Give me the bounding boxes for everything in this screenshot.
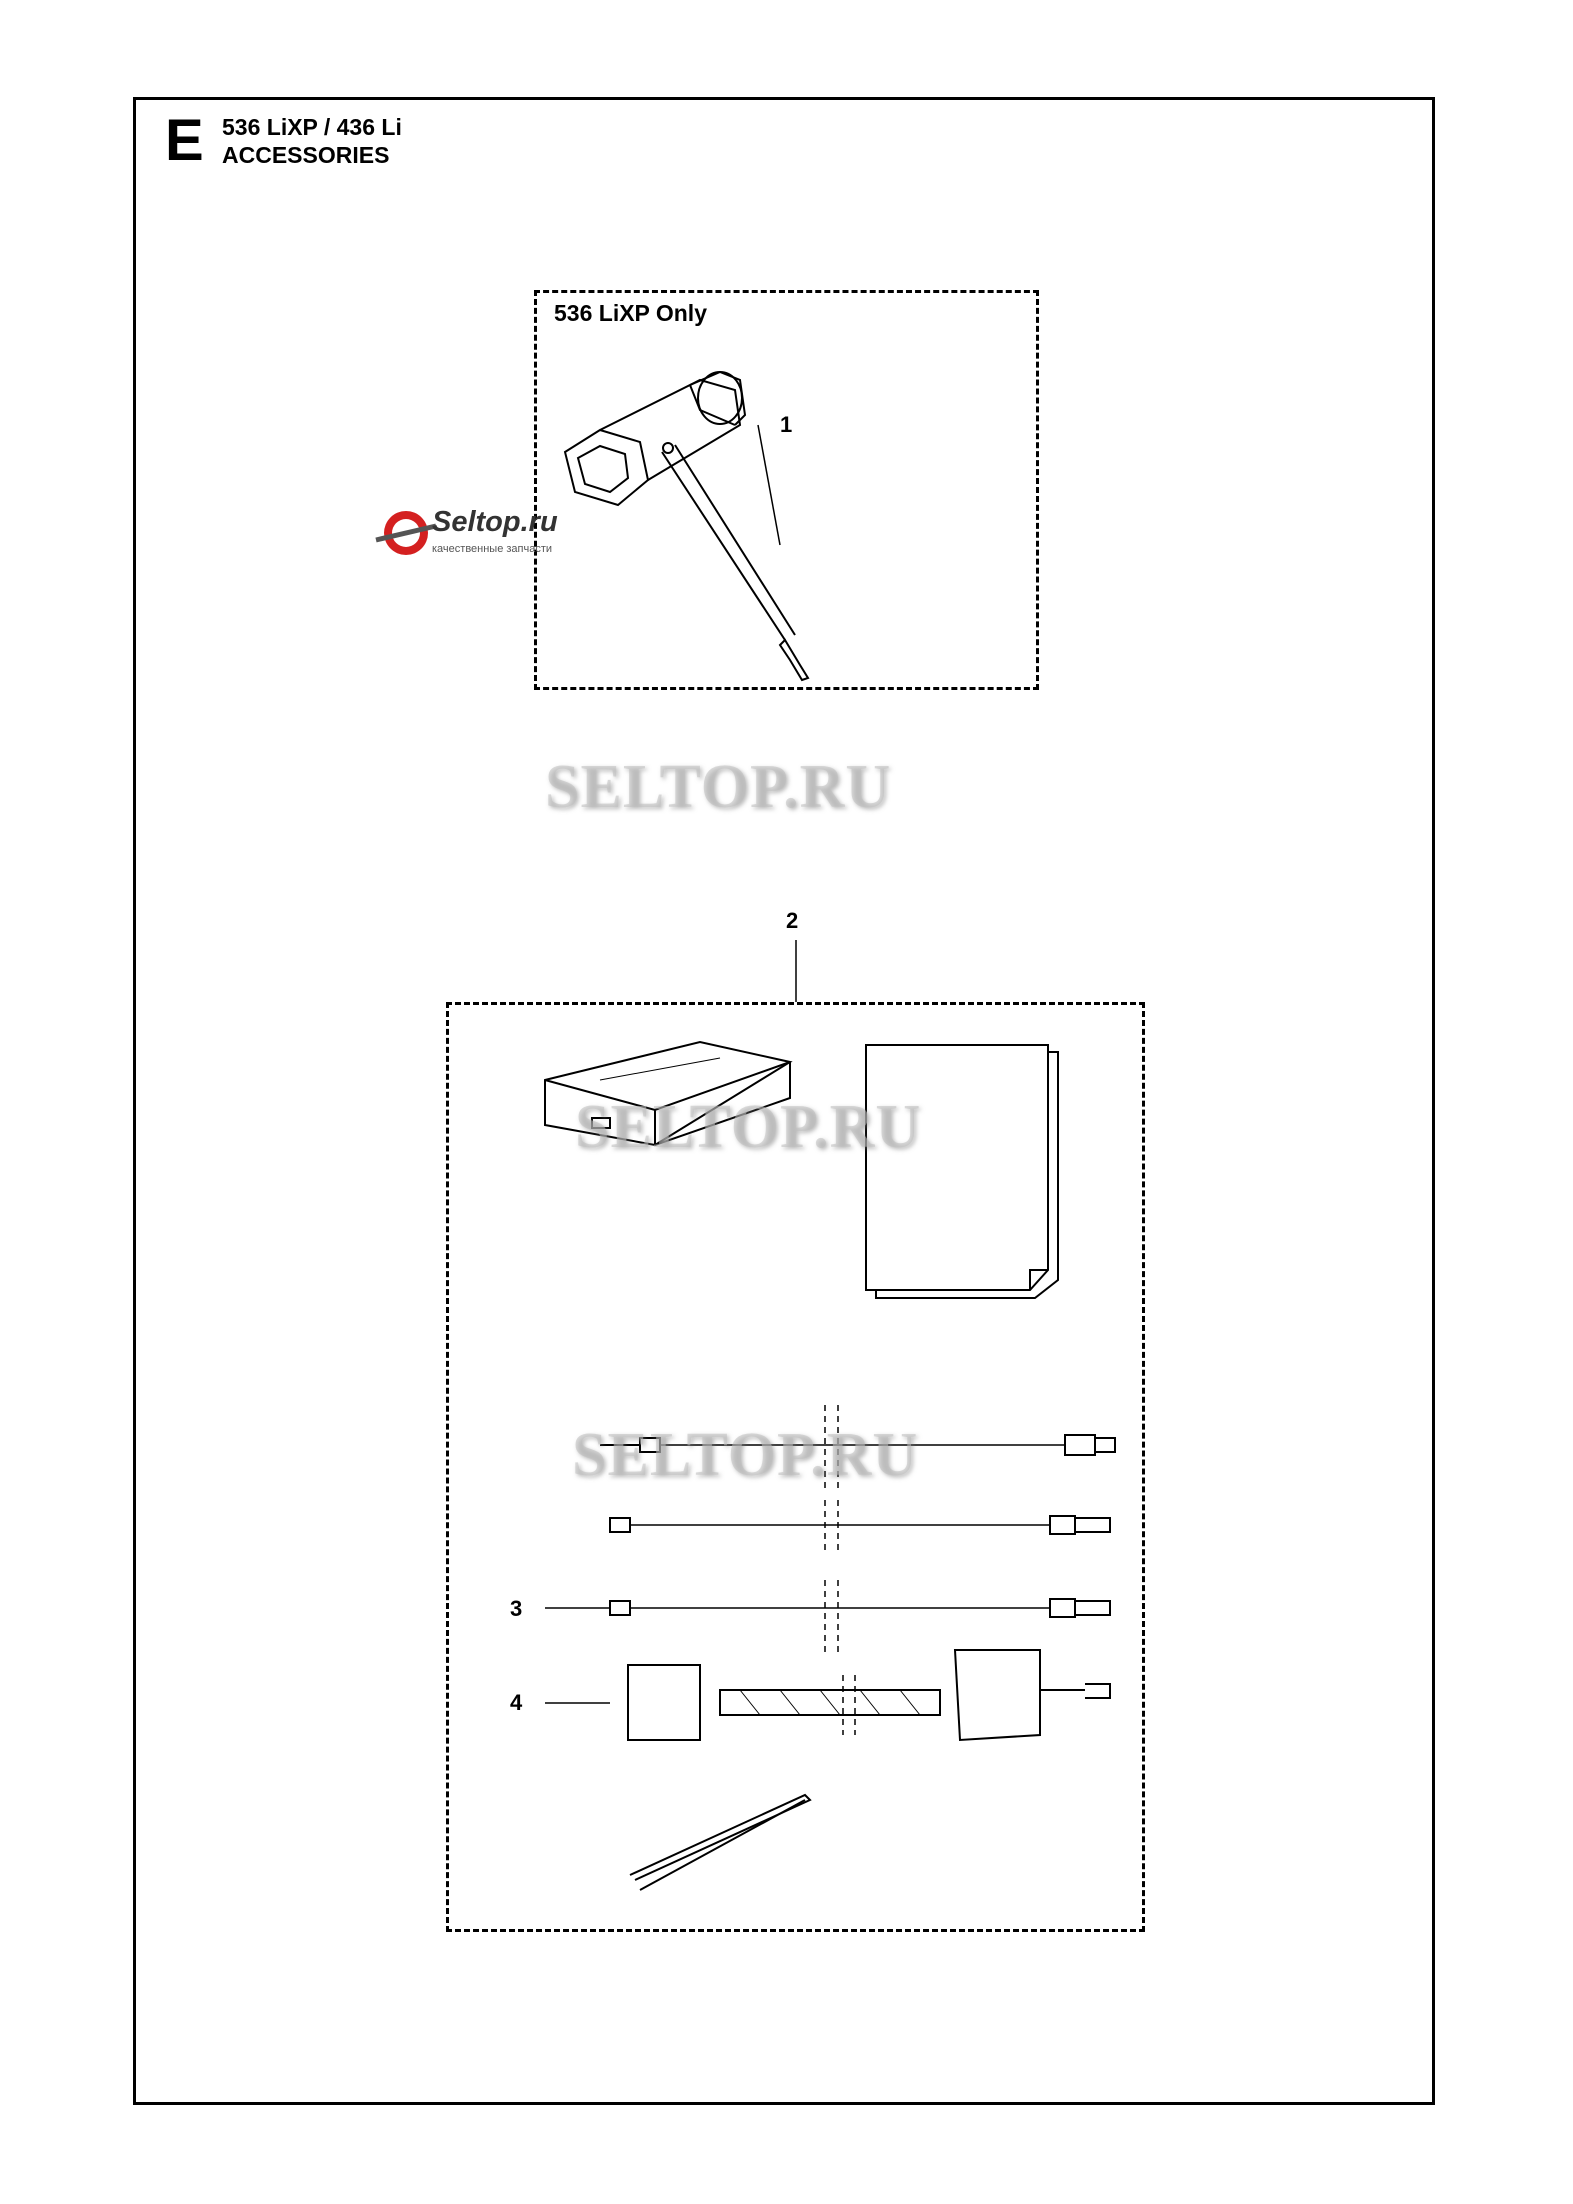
tweezers-icon [630,1795,810,1890]
logo-tagline: качественные запчасти [432,543,553,555]
seltop-logo-icon [376,511,436,555]
model-title: 536 LiXP / 436 Li [222,114,402,140]
page-title: ACCESSORIES [222,142,390,168]
callout-4: 4 [510,1690,523,1715]
callout-1: 1 [780,412,793,437]
watermark-1: SELTOP.RU [545,753,892,821]
watermark-2: SELTOP.RU [575,1093,922,1161]
logo-name: Seltop.ru [432,506,558,538]
data-cable-icon [610,1516,1110,1534]
combination-wrench-icon [565,372,808,680]
group-1-label: 536 LiXP Only [554,300,707,326]
battery-adapter-cable-icon [545,1650,1110,1740]
callout-2: 2 [786,908,799,933]
manual-booklet-icon [866,1045,1058,1298]
watermark-3: SELTOP.RU [572,1421,919,1489]
callout-3: 3 [510,1596,523,1621]
section-letter: E [165,108,204,173]
data-cable-3-icon [545,1599,1110,1617]
